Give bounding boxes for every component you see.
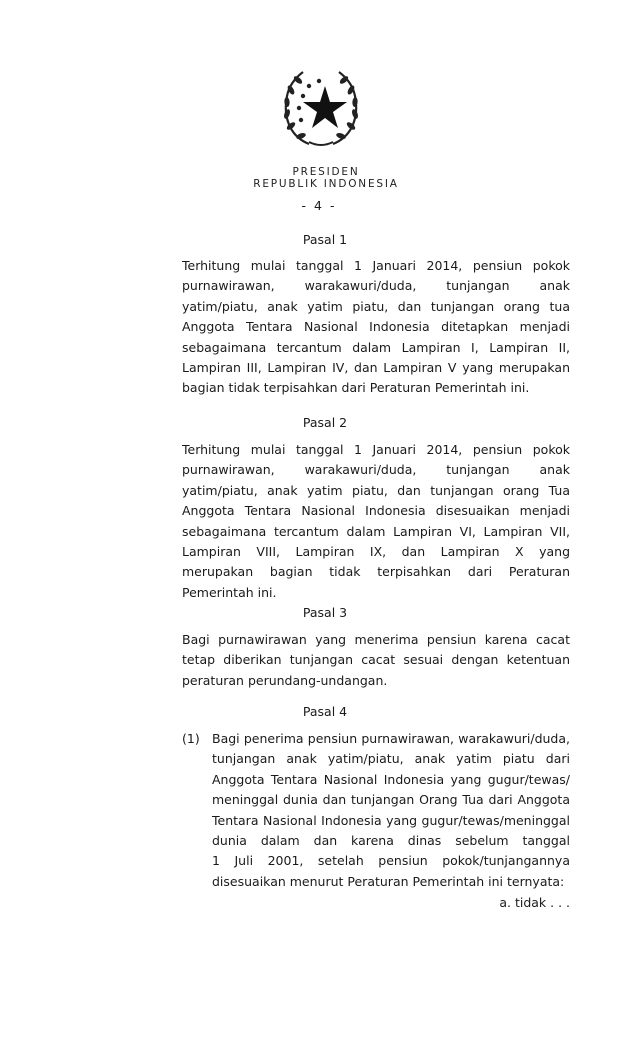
pasal-4-line: 1 Juli 2001, setelah pensiun pokok/tunjangannya <box>212 853 570 869</box>
pasal-3-line: Bagi purnawirawan yang menerima pensiun karena cacat <box>182 632 570 647</box>
pasal-1-line: yatim/piatu, anak yatim piatu, dan tunjangan orang tua <box>182 298 570 314</box>
pasal-2-line: purnawirawan, warakawuri/duda, tunjangan anak <box>182 462 570 478</box>
header-line-presiden: PRESIDEN <box>292 166 360 178</box>
pasal-4-line: dunia dalam dan karena dinas sebelum tanggal <box>212 833 570 849</box>
pasal-4-line: Tentara Nasional Indonesia yang gugur/tewas/meninggal <box>212 812 570 828</box>
presidential-emblem-icon <box>279 66 363 150</box>
pasal-2-line: Lampiran VIII, Lampiran IX, dan Lampiran X yang <box>182 544 570 560</box>
page-number: - 4 - <box>301 198 337 213</box>
pasal-1-paragraph <box>182 256 570 399</box>
pasal-2-line: yatim/piatu, anak yatim piatu, dan tunjangan orang Tua <box>182 482 570 498</box>
pasal-4-line: tunjangan anak yatim/piatu, anak yatim piatu dari <box>212 751 570 767</box>
pasal-2-line: sebagaimana tercantum dalam Lampiran VI, Lampiran VII, <box>182 523 570 539</box>
pasal-4-line: meninggal dunia dan tunjangan Orang Tua dari Anggota <box>212 792 570 808</box>
pasal-1-line: Anggota Tentara Nasional Indonesia ditetapkan menjadi <box>182 319 570 335</box>
pasal-1-line: bagian tidak terpisahkan dari Peraturan Pemerintah ini. <box>182 380 530 396</box>
continuation-marker: a. tidak . . . <box>499 895 570 910</box>
pasal-2-line: Pemerintah ini. <box>182 584 277 600</box>
pasal-2-line: merupakan bagian tidak terpisahkan dari Peraturan <box>182 564 570 580</box>
pasal-3-line: peraturan perundang-undangan. <box>182 672 388 688</box>
pasal-1-line: Lampiran III, Lampiran IV, dan Lampiran V yang merupakan <box>182 360 570 376</box>
pasal-2-line: Terhitung mulai tanggal 1 Januari 2014, pensiun pokok <box>182 442 570 457</box>
pasal-3-title: Pasal 3 <box>302 605 348 620</box>
pasal-4-line: disesuaikan menurut Peraturan Pemerintah ini ternyata: <box>212 873 565 889</box>
pasal-4-title: Pasal 4 <box>302 704 348 719</box>
pasal-3-paragraph <box>182 630 570 691</box>
pasal-1-line: sebagaimana tercantum dalam Lampiran I, Lampiran II, <box>182 339 570 355</box>
header-line-republik: REPUBLIK INDONESIA <box>253 178 399 190</box>
pasal-1-line: purnawirawan, warakawuri/duda, tunjangan anak <box>182 278 570 294</box>
pasal-4-line: Anggota Tentara Nasional Indonesia yang gugur/tewas/ <box>212 771 570 787</box>
pasal-4-line: Bagi penerima pensiun purnawirawan, warakawuri/duda, <box>212 731 570 746</box>
pasal-2-paragraph <box>182 440 570 603</box>
item-number: (1) <box>182 731 200 746</box>
pasal-1-line: Terhitung mulai tanggal 1 Januari 2014, pensiun pokok <box>182 258 570 273</box>
pasal-4-item-1 <box>212 729 570 892</box>
pasal-1-title: Pasal 1 <box>302 232 348 247</box>
pasal-2-title: Pasal 2 <box>302 415 348 430</box>
pasal-2-line: Anggota Tentara Nasional Indonesia disesuaikan menjadi <box>182 503 570 519</box>
pasal-3-line: tetap diberikan tunjangan cacat sesuai dengan ketentuan <box>182 652 570 668</box>
